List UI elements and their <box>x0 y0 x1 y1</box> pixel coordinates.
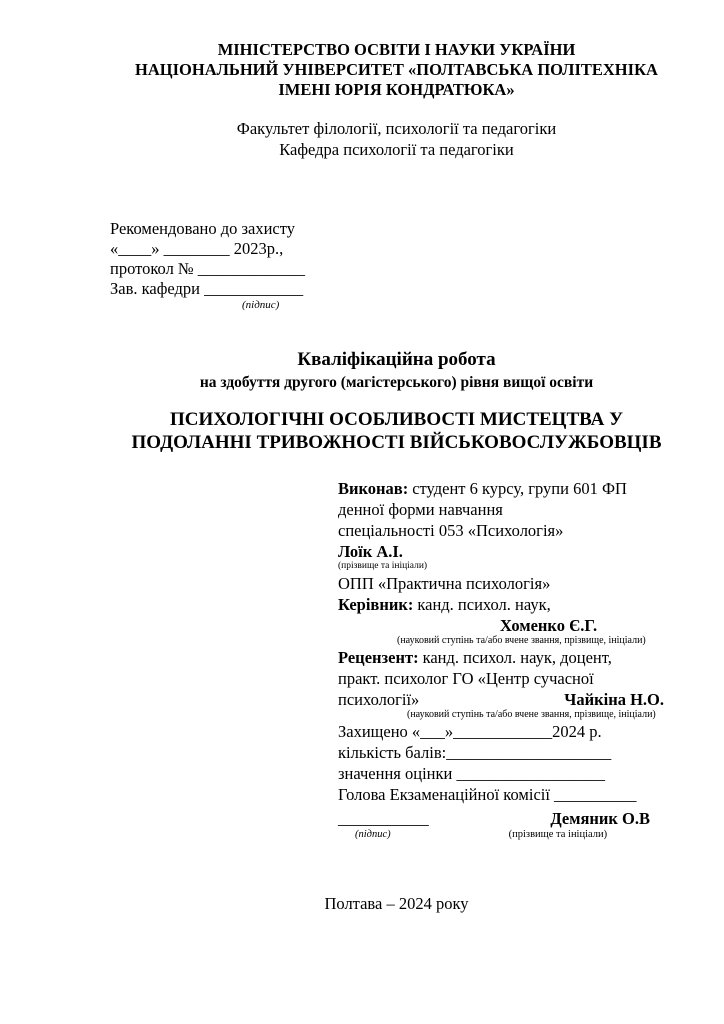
recommendation-block <box>110 219 305 312</box>
work-type-title: Кваліфікаційна робота <box>297 349 496 370</box>
university-name-line1: НАЦІОНАЛЬНИЙ УНІВЕРСИТЕТ «ПОЛТАВСЬКА ПОЛІТЕХНІКА <box>135 60 658 79</box>
signature-caption: (підпис) <box>242 299 280 311</box>
supervisor-line <box>338 594 712 615</box>
supervisor-name: Хоменко Є.Г. <box>500 616 598 635</box>
thesis-title-line1: ПСИХОЛОГІЧНІ ОСОБЛИВОСТІ МИСТЕЦТВА У <box>169 409 624 430</box>
chair-signature-line <box>338 808 650 829</box>
points-line: кількість балів:____________________ <box>338 743 612 762</box>
recommendation-date-line: «____» ________ 2023р., <box>110 239 284 258</box>
faculty-name: Факультет філології, психології та педагогіки <box>236 119 557 138</box>
performer-line <box>338 478 712 499</box>
supervisor-degree: канд. психол. наук, <box>417 595 551 614</box>
reviewer-name: Чайкіна Н.О. <box>564 690 664 709</box>
faculty-block <box>103 118 690 160</box>
work-title-block <box>103 348 690 454</box>
department-head-line: Зав. кафедри ____________ <box>110 279 304 298</box>
reviewer-line <box>338 647 712 668</box>
supervisor-degree-caption: (науковий ступінь та/або вчене звання, прізвище, ініціали) <box>397 635 646 646</box>
university-name-line2: ІМЕНІ ЮРІЯ КОНДРАТЮКА» <box>278 80 515 99</box>
thesis-title-line2: ПОДОЛАННІ ТРИВОЖНОСТІ ВІЙСЬКОВОСЛУЖБОВЦІВ <box>131 432 662 453</box>
department-name: Кафедра психології та педагогіки <box>279 140 514 159</box>
credentials-block <box>338 478 712 841</box>
program-line: ОПП «Практична психологія» <box>338 574 551 593</box>
study-form-line: денної форми навчання <box>338 500 503 519</box>
reviewer-name-line <box>338 689 664 710</box>
chair-captions-row <box>338 828 712 841</box>
committee-chair-line: Голова Екзаменаційної комісії __________ <box>338 785 637 804</box>
ministry-name: МІНІСТЕРСТВО ОСВІТИ І НАУКИ УКРАЇНИ <box>217 40 576 59</box>
specialty-line: спеціальності 053 «Психологія» <box>338 521 564 540</box>
performer-text: студент 6 курсу, групи 601 ФП <box>412 479 627 498</box>
signature-blank: ___________ <box>338 809 429 828</box>
degree-subtitle: на здобуття другого (магістерського) рівня вищої освіти <box>199 374 594 391</box>
defended-line: Захищено «___»____________2024 р. <box>338 722 602 741</box>
recommendation-protocol-line: протокол № _____________ <box>110 259 306 278</box>
reviewer-line3: психології» <box>338 690 420 709</box>
grade-line: значення оцінки __________________ <box>338 764 605 783</box>
reviewer-label: Рецензент: <box>338 648 419 667</box>
reviewer-degree: канд. психол. наук, доцент, <box>422 648 612 667</box>
university-header <box>103 40 690 100</box>
supervisor-label: Керівник: <box>338 595 414 614</box>
thesis-title <box>103 408 690 454</box>
student-name: Лоїк А.І. <box>338 542 403 561</box>
city-year-footer: Полтава – 2024 року <box>324 894 469 913</box>
chair-signature-caption: (підпис) <box>355 829 391 840</box>
reviewer-degree-caption: (науковий ступінь та/або вчене звання, прізвище, ініціали) <box>407 709 656 720</box>
recommendation-title: Рекомендовано до захисту <box>110 219 295 238</box>
chair-name: Демяник О.В <box>550 809 650 828</box>
performer-label: Виконав: <box>338 479 409 498</box>
chair-name-caption: (прізвище та ініціали) <box>508 829 608 840</box>
reviewer-line2: практ. психолог ГО «Центр сучасної <box>338 669 594 688</box>
student-name-caption: (прізвище та ініціали) <box>338 561 428 571</box>
